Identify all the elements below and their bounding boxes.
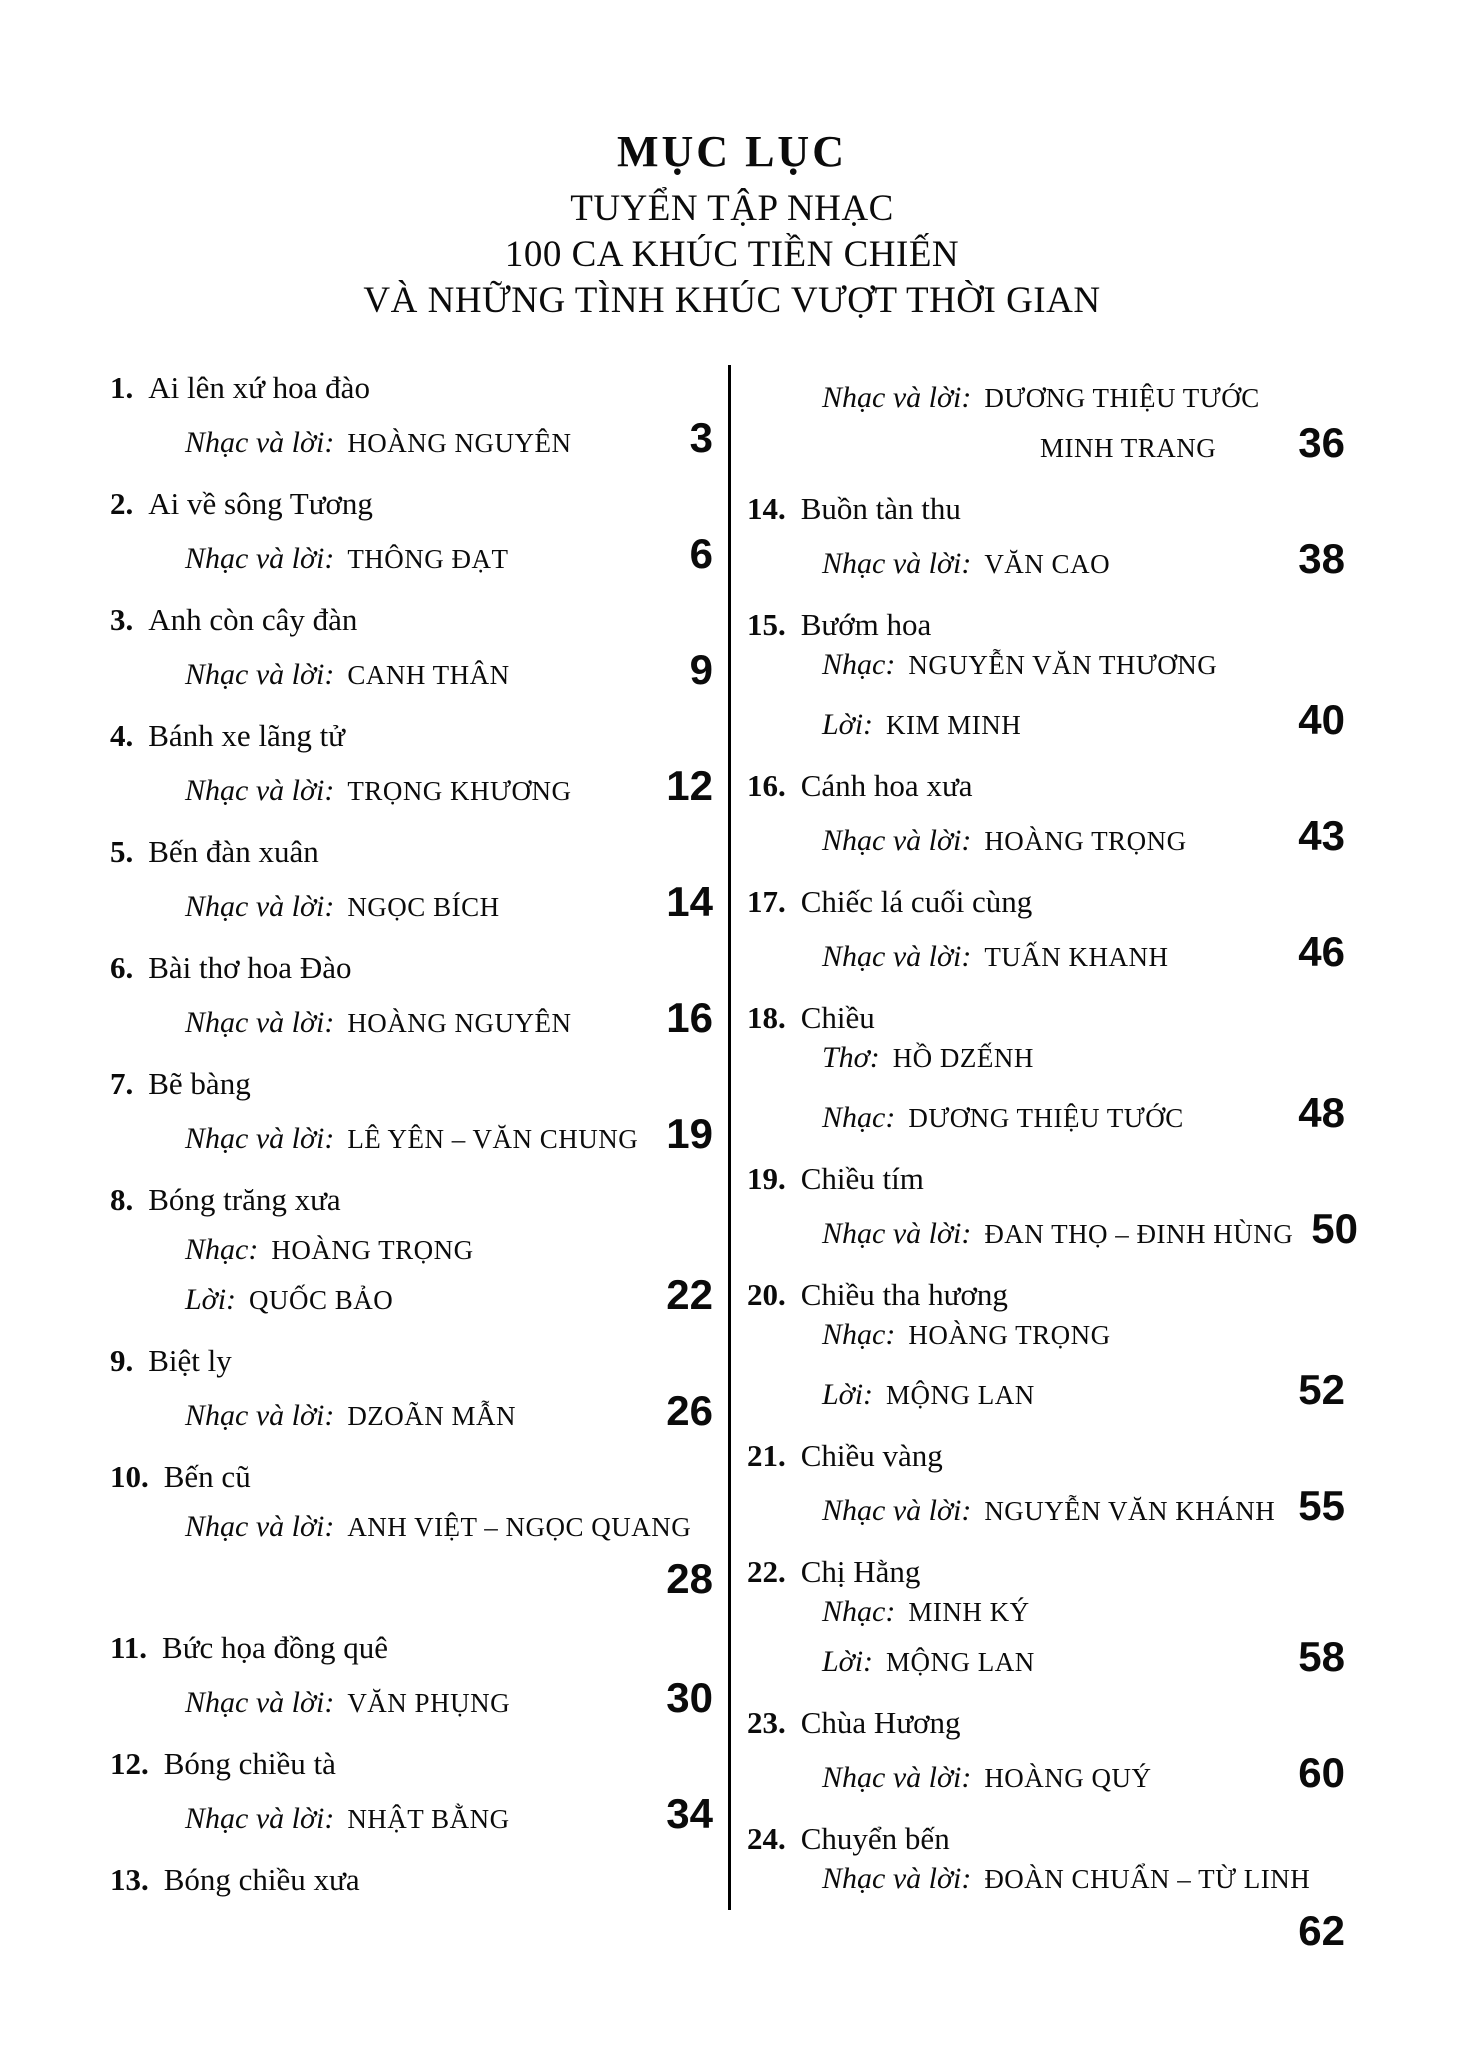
artist-name: MINH TRANG <box>1040 433 1217 463</box>
song-title-line <box>110 832 713 872</box>
song-title: Chiều tha hương <box>800 1277 1008 1312</box>
song-title-line <box>110 600 713 640</box>
artist-name: CANH THÂN <box>347 660 510 690</box>
credit-role-label: Nhạc và lời: <box>822 547 972 580</box>
page-number: 30 <box>666 1674 713 1721</box>
credit-role-label: Nhạc và lời: <box>822 1761 972 1794</box>
credit-line <box>110 1790 713 1844</box>
artist-name: DƯƠNG THIỆU TƯỚC <box>908 1103 1184 1133</box>
page-number: 6 <box>689 530 713 577</box>
page-number: 58 <box>1298 1633 1345 1680</box>
artist-name: MỘNG LAN <box>886 1647 1035 1677</box>
credit-role-label: Nhạc: <box>185 1233 259 1266</box>
page-number: 19 <box>666 1110 713 1157</box>
credit-text <box>185 887 500 932</box>
credit-text <box>822 1642 1035 1687</box>
credit-line <box>110 762 713 816</box>
credit-line <box>110 1387 713 1441</box>
credit-text <box>822 645 1217 690</box>
credit-role-label: Nhạc và lời: <box>185 1510 335 1543</box>
song-title: Ai lên xứ hoa đào <box>148 370 370 405</box>
song-title-line <box>110 1180 713 1220</box>
toc-entry <box>747 605 1345 750</box>
page-number: 43 <box>1298 812 1345 859</box>
song-title-line <box>747 998 1345 1038</box>
page-number: 14 <box>666 878 713 925</box>
song-number: 5. <box>110 834 134 869</box>
artist-name: HOÀNG QUÝ <box>984 1763 1152 1793</box>
toc-entry <box>110 832 713 932</box>
song-title-line <box>747 882 1345 922</box>
credit-role-label: Thơ: <box>822 1041 880 1074</box>
page-number: 52 <box>1298 1366 1345 1413</box>
page-number: 22 <box>666 1271 713 1318</box>
artist-name: MỘNG LAN <box>886 1380 1035 1410</box>
song-title-line <box>110 1457 713 1497</box>
song-number: 22. <box>747 1554 786 1589</box>
page-number: 55 <box>1298 1482 1345 1529</box>
credit-line <box>747 1482 1345 1536</box>
credit-text <box>185 1230 474 1275</box>
column-divider <box>728 365 731 1910</box>
song-number: 24. <box>747 1821 786 1856</box>
song-title: Bóng trăng xưa <box>148 1182 341 1217</box>
credit-text <box>822 1758 1152 1803</box>
credit-line <box>110 1507 713 1552</box>
song-title-line <box>110 716 713 756</box>
song-title: Bài thơ hoa Đào <box>148 950 352 985</box>
song-number: 12. <box>110 1746 149 1781</box>
page-number-line <box>110 1556 713 1612</box>
page-number: 34 <box>666 1790 713 1837</box>
song-title: Chuyển bến <box>800 1821 950 1856</box>
toc-entry <box>110 1628 713 1728</box>
credit-line <box>110 878 713 932</box>
song-title-line <box>110 1860 713 1900</box>
song-title: Chiều <box>800 1000 875 1035</box>
credit-text <box>822 1315 1111 1360</box>
song-number: 19. <box>747 1161 786 1196</box>
song-title: Biệt ly <box>148 1343 232 1378</box>
credit-text <box>822 1038 1034 1083</box>
song-title-line <box>110 1064 713 1104</box>
credit-line <box>110 414 713 468</box>
artist-name: MINH KÝ <box>908 1597 1030 1627</box>
credit-role-label: Nhạc và lời: <box>822 940 972 973</box>
artist-name: HOÀNG NGUYÊN <box>347 428 572 458</box>
song-title: Chiếc lá cuối cùng <box>800 884 1033 919</box>
song-title-line <box>110 1341 713 1381</box>
toc-entry <box>747 1436 1345 1536</box>
credit-line <box>747 419 1345 473</box>
song-number: 14. <box>747 491 786 526</box>
credit-line <box>110 1674 713 1728</box>
artist-name: TUẤN KHANH <box>984 942 1169 972</box>
toc-entry <box>747 766 1345 866</box>
credit-text <box>822 1098 1184 1143</box>
credit-line <box>747 812 1345 866</box>
toc-entry <box>110 1860 713 1900</box>
artist-name: HOÀNG TRỌNG <box>908 1320 1111 1350</box>
page-number: 36 <box>1298 419 1345 466</box>
credit-line <box>747 1749 1345 1803</box>
page-number: 40 <box>1298 696 1345 743</box>
page-number: 38 <box>1298 535 1345 582</box>
artist-name: NHẬT BẰNG <box>347 1804 510 1834</box>
song-number: 18. <box>747 1000 786 1035</box>
credit-line <box>747 1366 1345 1420</box>
toc-entry <box>747 378 1345 473</box>
toc-entry <box>110 1744 713 1844</box>
credit-text <box>185 1507 691 1552</box>
artist-name: DƯƠNG THIỆU TƯỚC <box>984 383 1260 413</box>
artist-name: HỒ DZẾNH <box>892 1043 1034 1073</box>
song-number: 8. <box>110 1182 134 1217</box>
credit-role-label: Nhạc và lời: <box>185 1802 335 1835</box>
credit-line <box>747 1859 1345 1904</box>
credit-text <box>185 1003 572 1048</box>
toc-column-left <box>0 342 731 1916</box>
song-title-line <box>747 1552 1345 1592</box>
toc-entry <box>747 1819 1345 1964</box>
page-number: 16 <box>666 994 713 1041</box>
credit-text <box>185 1280 393 1325</box>
song-number: 21. <box>747 1438 786 1473</box>
toc-entry <box>110 1457 713 1612</box>
song-title-line <box>747 605 1345 645</box>
toc-entry <box>747 489 1345 589</box>
book-subtitle-2: 100 CA KHÚC TIỀN CHIẾN <box>504 234 960 275</box>
song-number: 16. <box>747 768 786 803</box>
credit-text <box>822 378 1260 423</box>
credit-role-label: Lời: <box>185 1283 237 1316</box>
credit-line <box>747 1038 1345 1083</box>
credit-text <box>822 1592 1030 1637</box>
toc-entry <box>110 716 713 816</box>
toc-columns <box>0 342 1464 1980</box>
page-number-line <box>747 1908 1345 1964</box>
toc-entry <box>110 1064 713 1164</box>
page-number: 60 <box>1298 1749 1345 1796</box>
song-number: 23. <box>747 1705 786 1740</box>
credit-role-label: Nhạc và lời: <box>185 426 335 459</box>
song-title-line <box>747 1159 1345 1199</box>
song-title: Anh còn cây đàn <box>148 602 358 637</box>
toc-column-right <box>731 342 1464 1980</box>
page-number: 48 <box>1298 1089 1345 1136</box>
artist-name: HOÀNG TRỌNG <box>271 1235 474 1265</box>
credit-role-label: Nhạc và lời: <box>822 381 972 414</box>
toc-entry <box>110 1180 713 1325</box>
artist-name: VĂN CAO <box>984 549 1111 579</box>
credit-text <box>185 423 572 468</box>
song-number: 6. <box>110 950 134 985</box>
toc-entry <box>110 1341 713 1441</box>
song-title: Cánh hoa xưa <box>800 768 973 803</box>
credit-text <box>822 544 1110 589</box>
artist-name: ĐOÀN CHUẨN – TỪ LINH <box>984 1864 1311 1894</box>
credit-text <box>1027 428 1216 473</box>
page-number: 26 <box>666 1387 713 1434</box>
artist-name: THÔNG ĐẠT <box>347 544 509 574</box>
credit-line <box>747 1315 1345 1360</box>
credit-text <box>822 1859 1310 1904</box>
artist-name: LÊ YÊN – VĂN CHUNG <box>347 1124 639 1154</box>
artist-name: HOÀNG NGUYÊN <box>347 1008 572 1038</box>
credit-line <box>110 994 713 1048</box>
toc-entry <box>747 998 1345 1143</box>
page-number: 28 <box>666 1555 713 1602</box>
song-title: Bánh xe lãng tử <box>148 718 345 753</box>
credit-text <box>822 821 1187 866</box>
credit-role-label: Nhạc và lời: <box>822 1494 972 1527</box>
credit-role-label: Nhạc và lời: <box>185 1006 335 1039</box>
song-title: Bóng chiều tà <box>163 1746 336 1781</box>
song-number: 2. <box>110 486 134 521</box>
page-number: 9 <box>689 646 713 693</box>
credit-text <box>822 1375 1035 1420</box>
credit-text <box>185 1119 638 1164</box>
artist-name: VĂN PHỤNG <box>347 1688 511 1718</box>
credit-line <box>110 1110 713 1164</box>
song-title: Buồn tàn thu <box>800 491 961 526</box>
song-title: Bóng chiều xưa <box>163 1862 360 1897</box>
song-number: 10. <box>110 1459 149 1494</box>
song-title-line <box>747 1275 1345 1315</box>
song-title: Chiều vàng <box>800 1438 943 1473</box>
song-number: 3. <box>110 602 134 637</box>
song-number: 17. <box>747 884 786 919</box>
page-title: MỤC LỤC <box>617 127 847 176</box>
song-title-line <box>747 766 1345 806</box>
credit-text <box>822 1214 1293 1259</box>
song-number: 4. <box>110 718 134 753</box>
toc-entry <box>110 600 713 700</box>
toc-entry <box>747 882 1345 982</box>
song-title: Bến cũ <box>163 1459 251 1494</box>
artist-name: KIM MINH <box>886 710 1022 740</box>
credit-role-label: Nhạc và lời: <box>822 1217 972 1250</box>
credit-line <box>747 378 1345 423</box>
artist-name: NGUYỄN VĂN KHÁNH <box>984 1496 1276 1526</box>
artist-name: TRỌNG KHƯƠNG <box>347 776 572 806</box>
credit-text <box>185 1683 510 1728</box>
credit-role-label: Nhạc và lời: <box>185 658 335 691</box>
page-number: 46 <box>1298 928 1345 975</box>
credit-line <box>747 645 1345 690</box>
song-title: Bướm hoa <box>800 607 932 642</box>
song-title-line <box>110 1744 713 1784</box>
credit-text <box>185 655 510 700</box>
song-title-line <box>110 1628 713 1668</box>
toc-entry <box>110 948 713 1048</box>
toc-entry <box>747 1275 1345 1420</box>
artist-name: ANH VIỆT – NGỌC QUANG <box>347 1512 692 1542</box>
credit-role-label: Nhạc: <box>822 1595 896 1628</box>
credit-line <box>110 530 713 584</box>
artist-name: QUỐC BẢO <box>249 1285 394 1315</box>
song-number: 7. <box>110 1066 134 1101</box>
credit-line <box>110 1230 713 1275</box>
song-number: 15. <box>747 607 786 642</box>
toc-entry <box>110 484 713 584</box>
song-title: Bến đàn xuân <box>148 834 319 869</box>
credit-line <box>747 1205 1359 1259</box>
page-number: 62 <box>1298 1907 1345 1954</box>
song-title-line <box>110 948 713 988</box>
toc-entry <box>747 1159 1359 1259</box>
credit-role-label: Nhạc: <box>822 1318 896 1351</box>
page-number: 12 <box>666 762 713 809</box>
credit-line <box>747 928 1345 982</box>
credit-role-label: Nhạc: <box>822 648 896 681</box>
song-title-line <box>747 489 1345 529</box>
song-number: 20. <box>747 1277 786 1312</box>
credit-line <box>747 1592 1345 1637</box>
toc-header <box>0 0 1464 324</box>
credit-role-label: Nhạc và lời: <box>185 1122 335 1155</box>
song-title: Chị Hằng <box>800 1554 921 1589</box>
artist-name: DZOÃN MẪN <box>347 1401 517 1431</box>
credit-role-label: Nhạc và lời: <box>185 890 335 923</box>
credit-line <box>110 646 713 700</box>
credit-role-label: Nhạc và lời: <box>185 1686 335 1719</box>
artist-name: NGỌC BÍCH <box>347 892 500 922</box>
artist-name: HOÀNG TRỌNG <box>984 826 1187 856</box>
credit-line <box>747 535 1345 589</box>
song-title: Chùa Hương <box>800 1705 961 1740</box>
song-title-line <box>747 1436 1345 1476</box>
song-title: Ai về sông Tương <box>148 486 373 521</box>
credit-line <box>110 1271 713 1325</box>
credit-line <box>747 1633 1345 1687</box>
song-number: 11. <box>110 1630 148 1665</box>
artist-name: NGUYỄN VĂN THƯƠNG <box>908 650 1218 680</box>
credit-line <box>747 696 1345 750</box>
credit-role-label: Nhạc và lời: <box>185 1399 335 1432</box>
song-number: 1. <box>110 370 134 405</box>
artist-name: ĐAN THỌ – ĐINH HÙNG <box>984 1219 1294 1249</box>
song-title-line <box>747 1819 1345 1859</box>
credit-text <box>185 1799 510 1844</box>
song-title-line <box>110 484 713 524</box>
credit-text <box>822 705 1021 750</box>
credit-text <box>822 1491 1275 1536</box>
toc-entry <box>747 1703 1345 1803</box>
credit-role-label: Nhạc và lời: <box>822 1862 972 1895</box>
credit-role-label: Lời: <box>822 1378 874 1411</box>
credit-line <box>747 1089 1345 1143</box>
book-subtitle-3: VÀ NHỮNG TÌNH KHÚC VƯỢT THỜI GIAN <box>363 280 1101 321</box>
page-number: 50 <box>1311 1205 1359 1252</box>
credit-role-label: Nhạc: <box>822 1101 896 1134</box>
toc-entry <box>110 368 713 468</box>
song-title-line <box>747 1703 1345 1743</box>
credit-text <box>185 539 509 584</box>
song-title: Bẽ bàng <box>148 1066 251 1101</box>
song-number: 9. <box>110 1343 134 1378</box>
credit-role-label: Nhạc và lời: <box>822 824 972 857</box>
credit-role-label: Nhạc và lời: <box>185 542 335 575</box>
page-number: 3 <box>689 414 713 461</box>
credit-role-label: Lời: <box>822 708 874 741</box>
song-number: 13. <box>110 1862 149 1897</box>
credit-text <box>185 771 572 816</box>
toc-entry <box>747 1552 1345 1687</box>
credit-role-label: Nhạc và lời: <box>185 774 335 807</box>
credit-text <box>185 1396 516 1441</box>
song-title: Chiều tím <box>800 1161 924 1196</box>
credit-role-label: Lời: <box>822 1645 874 1678</box>
song-title-line <box>110 368 713 408</box>
credit-text <box>822 937 1169 982</box>
book-subtitle-1: TUYỂN TẬP NHẠC <box>570 188 894 229</box>
song-title: Bức họa đồng quê <box>162 1630 389 1665</box>
